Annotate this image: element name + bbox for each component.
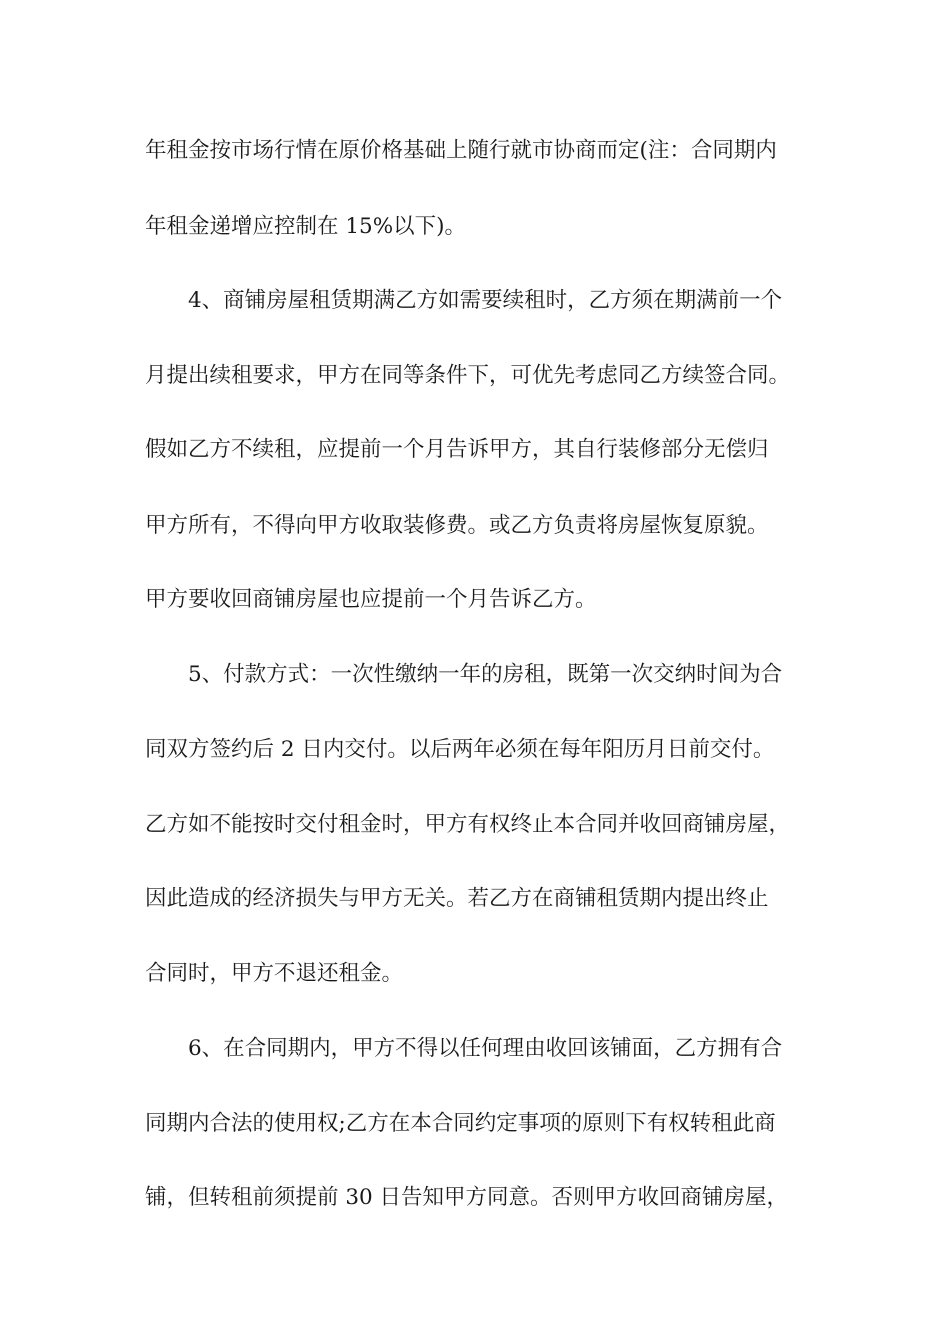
paragraph-4-start: 4、商铺房屋租赁期满乙方如需要续租时，乙方须在期满前一个 bbox=[188, 288, 783, 313]
text-line: 合同时，甲方不退还租金。 bbox=[145, 961, 404, 986]
text-line: 同双方签约后 2 日内交付。以后两年必须在每年阳历月日前交付。 bbox=[145, 737, 775, 762]
text-line: 月提出续租要求，甲方在同等条件下，可优先考虑同乙方续签合同。 bbox=[145, 363, 791, 388]
paragraph-5-start: 5、付款方式：一次性缴纳一年的房租，既第一次交纳时间为合 bbox=[188, 662, 783, 687]
text-line: 假如乙方不续租，应提前一个月告诉甲方，其自行装修部分无偿归 bbox=[145, 437, 769, 462]
text-line: 甲方所有，不得向甲方收取装修费。或乙方负责将房屋恢复原貌。 bbox=[145, 513, 769, 538]
text-line: 年租金递增应控制在 15%以下)。 bbox=[145, 214, 467, 239]
paragraph-6-start: 6、在合同期内，甲方不得以任何理由收回该铺面，乙方拥有合 bbox=[188, 1036, 783, 1061]
text-line: 年租金按市场行情在原价格基础上随行就市协商而定(注：合同期内 bbox=[145, 138, 777, 163]
text-line: 铺，但转租前须提前 30 日告知甲方同意。否则甲方收回商铺房屋， bbox=[145, 1185, 789, 1210]
text-line: 因此造成的经济损失与甲方无关。若乙方在商铺租赁期内提出终止 bbox=[145, 886, 769, 911]
text-line: 同期内合法的使用权;乙方在本合同约定事项的原则下有权转租此商 bbox=[145, 1111, 776, 1136]
text-line: 乙方如不能按时交付租金时，甲方有权终止本合同并收回商铺房屋， bbox=[145, 812, 791, 837]
text-line: 甲方要收回商铺房屋也应提前一个月告诉乙方。 bbox=[145, 587, 597, 612]
